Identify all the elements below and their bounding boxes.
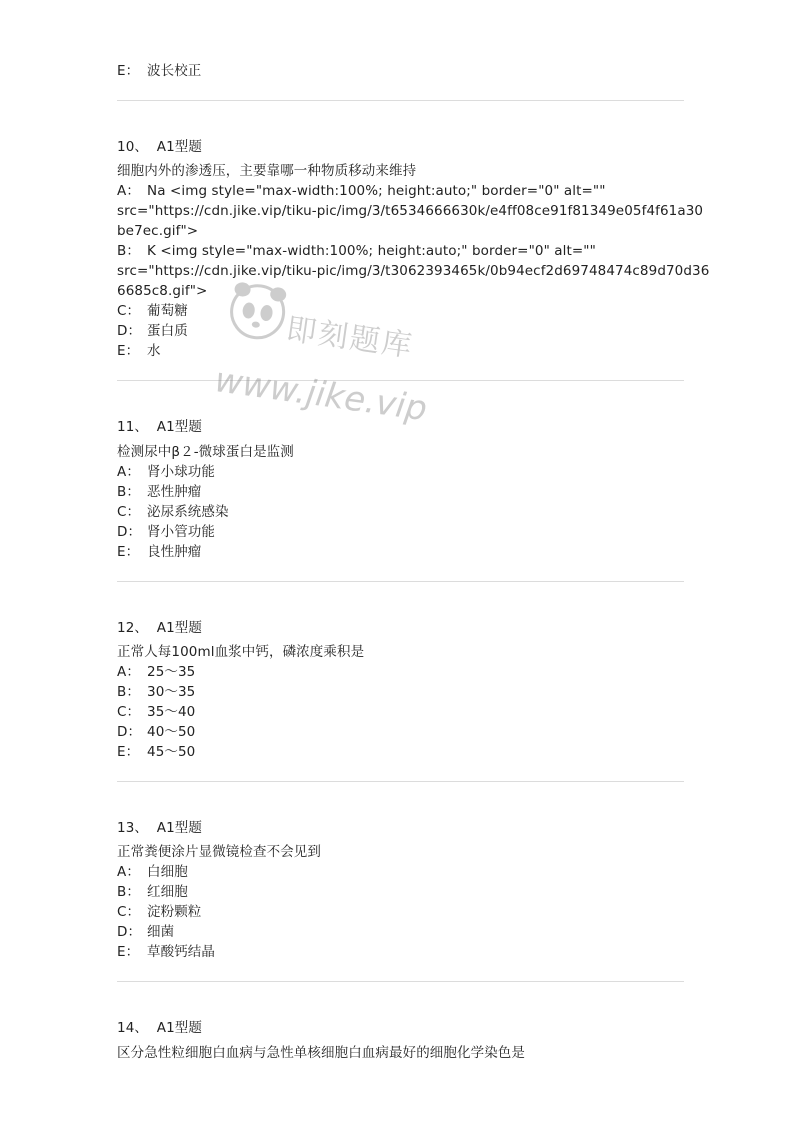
question-header <box>117 618 202 638</box>
option-letter: A： <box>117 664 140 680</box>
option-d <box>117 321 188 341</box>
option-letter: D： <box>117 524 142 540</box>
question-header <box>117 818 202 838</box>
option-text: 良性肿瘤 <box>147 544 202 560</box>
option-b <box>117 241 596 261</box>
option-text: 30～35 <box>147 684 196 700</box>
option-text: 细菌 <box>147 924 175 940</box>
option-letter: E： <box>117 744 140 760</box>
option-text: 白细胞 <box>147 864 188 880</box>
question-type: A1型题 <box>156 1020 203 1036</box>
question-stem: 区分急性粒细胞白血病与急性单核细胞白血病最好的细胞化学染色是 <box>117 1045 525 1061</box>
panda-logo-icon <box>218 282 438 432</box>
option-a <box>117 462 215 482</box>
option-letter: A： <box>117 464 140 480</box>
divider <box>117 380 684 381</box>
option-e <box>117 942 215 962</box>
option-d <box>117 722 195 742</box>
option-e <box>117 742 195 762</box>
option-b <box>117 682 195 702</box>
option-letter: B： <box>117 484 140 500</box>
option-letter: E： <box>117 944 140 960</box>
question-stem: 正常人每100ml血浆中钙，磷浓度乘积是 <box>117 644 365 660</box>
option-text: 泌尿系统感染 <box>147 504 229 520</box>
option-letter: A： <box>117 864 140 880</box>
option-text: 葡萄糖 <box>147 303 188 319</box>
option-b <box>117 882 188 902</box>
option-d <box>117 522 215 542</box>
question-stem: 细胞内外的渗透压，主要靠哪一种物质移动来维持 <box>117 163 417 179</box>
option-text: 蛋白质 <box>147 323 188 339</box>
question-header <box>117 417 202 437</box>
question-type: A1型题 <box>156 419 203 435</box>
option-letter: C： <box>117 904 141 920</box>
option-e <box>117 542 201 562</box>
option-text: 肾小球功能 <box>147 464 215 480</box>
option-text: 恶性肿瘤 <box>147 484 202 500</box>
option-text: 波长校正 <box>147 63 202 79</box>
option-letter: B： <box>117 684 140 700</box>
option-e <box>117 341 161 361</box>
option-text: 肾小管功能 <box>147 524 215 540</box>
question-number: 13、 <box>117 820 148 836</box>
option-letter: D： <box>117 924 142 940</box>
option-letter: C： <box>117 303 141 319</box>
option-letter: D： <box>117 323 142 339</box>
option-b-continued: src="https://cdn.jike.vip/tiku-pic/img/3/t3062393465k/0b94ecf2d69748474c89d70d36 <box>117 263 710 279</box>
option-letter: C： <box>117 504 141 520</box>
watermark-url: www.jike.vip <box>212 360 430 430</box>
option-letter: A： <box>117 183 140 199</box>
option-a <box>117 181 606 201</box>
option-letter: E： <box>117 63 140 79</box>
option-letter: D： <box>117 724 142 740</box>
question-number: 10、 <box>117 139 148 155</box>
option-text: 淀粉颗粒 <box>147 904 202 920</box>
option-text: K <img style="max-width:100%; height:auto;" border="0" alt="" <box>147 243 596 259</box>
option-text: 红细胞 <box>147 884 188 900</box>
option-letter: B： <box>117 243 140 259</box>
question-number: 12、 <box>117 620 148 636</box>
option-a-continued: src="https://cdn.jike.vip/tiku-pic/img/3/t6534666630k/e4ff08ce91f81349e05f4f61a30 <box>117 203 704 219</box>
option-a <box>117 662 195 682</box>
question-number: 11、 <box>117 419 148 435</box>
question-type: A1型题 <box>156 139 203 155</box>
option-text: 35～40 <box>147 704 196 720</box>
question-header <box>117 1018 202 1038</box>
option-b-continued: 6685c8.gif"> <box>117 283 208 299</box>
option-text: 水 <box>147 343 161 359</box>
option-letter: C： <box>117 704 141 720</box>
question-header <box>117 137 202 157</box>
option-d <box>117 922 174 942</box>
option-text: 草酸钙结晶 <box>147 944 215 960</box>
option-letter: B： <box>117 884 140 900</box>
option-a-continued: be7ec.gif"> <box>117 223 199 239</box>
option-c <box>117 902 201 922</box>
option-letter: E： <box>117 343 140 359</box>
option-text: 40～50 <box>147 724 196 740</box>
option-c <box>117 702 195 722</box>
option-c <box>117 502 229 522</box>
option-text: 45～50 <box>147 744 196 760</box>
question-stem: 正常粪便涂片显微镜检查不会见到 <box>117 844 321 860</box>
watermark <box>212 282 438 432</box>
option-c <box>117 301 188 321</box>
option-text: 25～35 <box>147 664 196 680</box>
divider <box>117 581 684 582</box>
question-type: A1型题 <box>156 820 203 836</box>
divider <box>117 981 684 982</box>
question-type: A1型题 <box>156 620 203 636</box>
option-b <box>117 482 201 502</box>
option-a <box>117 862 188 882</box>
watermark-title: 即刻题库 <box>284 311 416 365</box>
option-e-prev <box>117 61 201 81</box>
option-letter: E： <box>117 544 140 560</box>
option-text: Na <img style="max-width:100%; height:auto;" border="0" alt="" <box>147 183 606 199</box>
divider <box>117 100 684 101</box>
question-number: 14、 <box>117 1020 148 1036</box>
question-stem: 检测尿中β２-微球蛋白是监测 <box>117 444 294 460</box>
divider <box>117 781 684 782</box>
